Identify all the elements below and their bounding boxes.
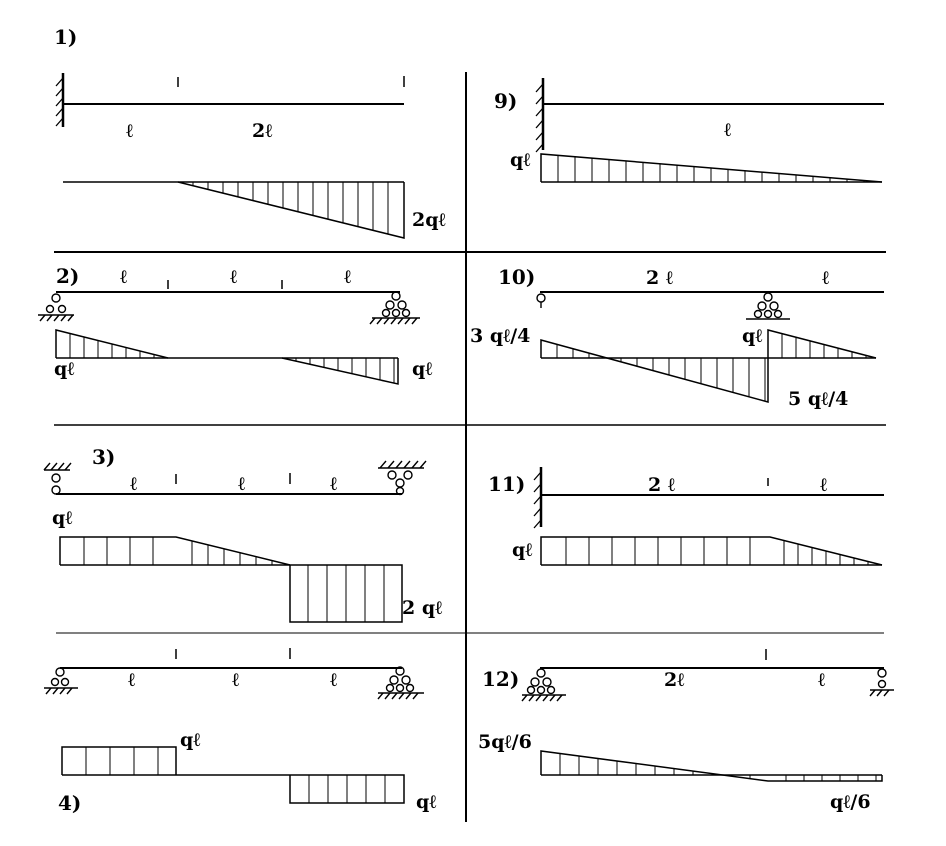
problem-number: 3) (92, 445, 116, 469)
diagram-value: qℓ (52, 507, 73, 529)
span-label: ℓ (724, 119, 732, 141)
span-label: ℓ (130, 473, 138, 495)
problem-3 (44, 461, 426, 622)
span-label: ℓ (330, 669, 338, 691)
diagram-value: qℓ (510, 149, 531, 171)
span-label: ℓ (128, 669, 136, 691)
problem-12 (522, 649, 894, 781)
pin-support (537, 294, 545, 308)
diagram-value: qℓ (180, 729, 201, 751)
span-label: ℓ (120, 266, 128, 288)
problem-number: 11) (488, 472, 526, 496)
problem-number: 12) (482, 667, 520, 691)
span-label: ℓ (818, 669, 826, 691)
span-label: ℓ (232, 669, 240, 691)
diagram-value: 2 qℓ (402, 597, 443, 619)
span-label: ℓ (344, 266, 352, 288)
span-label: 2ℓ (252, 120, 273, 142)
problem-10 (537, 292, 884, 402)
span-label: ℓ (230, 266, 238, 288)
hanging-support (44, 463, 71, 494)
diagram-hatching (566, 537, 868, 565)
pin-support (38, 294, 74, 321)
diagram-shape (541, 537, 882, 565)
diagram-value: qℓ/6 (830, 791, 871, 813)
diagram-hatching (84, 537, 384, 622)
diagram-value: 5qℓ/6 (478, 731, 532, 753)
diagram-triangle (282, 358, 398, 384)
problem-number: 9) (494, 89, 518, 113)
span-label: 2 ℓ (648, 474, 675, 496)
problem-2 (38, 280, 420, 384)
span-label: ℓ (238, 473, 246, 495)
span-label: ℓ (330, 473, 338, 495)
diagram-value: qℓ (416, 791, 437, 813)
pin-support (522, 669, 566, 701)
pin-support (378, 667, 424, 699)
problem-number: 2) (56, 264, 80, 288)
problem-9 (536, 78, 884, 182)
diagram-value: 2qℓ (412, 209, 446, 231)
pin-support (44, 668, 78, 694)
problem-number: 1) (54, 25, 78, 49)
hanging-support (378, 461, 426, 495)
span-label: 2 ℓ (646, 267, 673, 289)
diagram-triangle (178, 182, 404, 238)
diagram-value: 5 qℓ/4 (788, 388, 849, 410)
panel-grid (54, 72, 886, 822)
span-label: ℓ (126, 120, 134, 142)
span-label: ℓ (822, 267, 830, 289)
problem-number: 4) (58, 791, 82, 815)
pin-support (870, 669, 894, 696)
diagram-value: qℓ (412, 358, 433, 380)
span-label: ℓ (820, 474, 828, 496)
diagram-shape (60, 537, 402, 622)
diagram-value: qℓ (512, 539, 533, 561)
diagram-shape (541, 751, 882, 781)
pin-support (746, 293, 790, 319)
problem-1 (56, 73, 404, 238)
diagram-value: 3 qℓ/4 (470, 325, 531, 347)
diagram-value: qℓ (742, 325, 763, 347)
span-label: 2ℓ (664, 669, 685, 691)
diagram-hatching (560, 754, 876, 781)
pin-support (370, 292, 420, 324)
problem-11 (534, 467, 884, 565)
diagram-value: qℓ (54, 358, 75, 380)
problem-number: 10) (498, 265, 536, 289)
